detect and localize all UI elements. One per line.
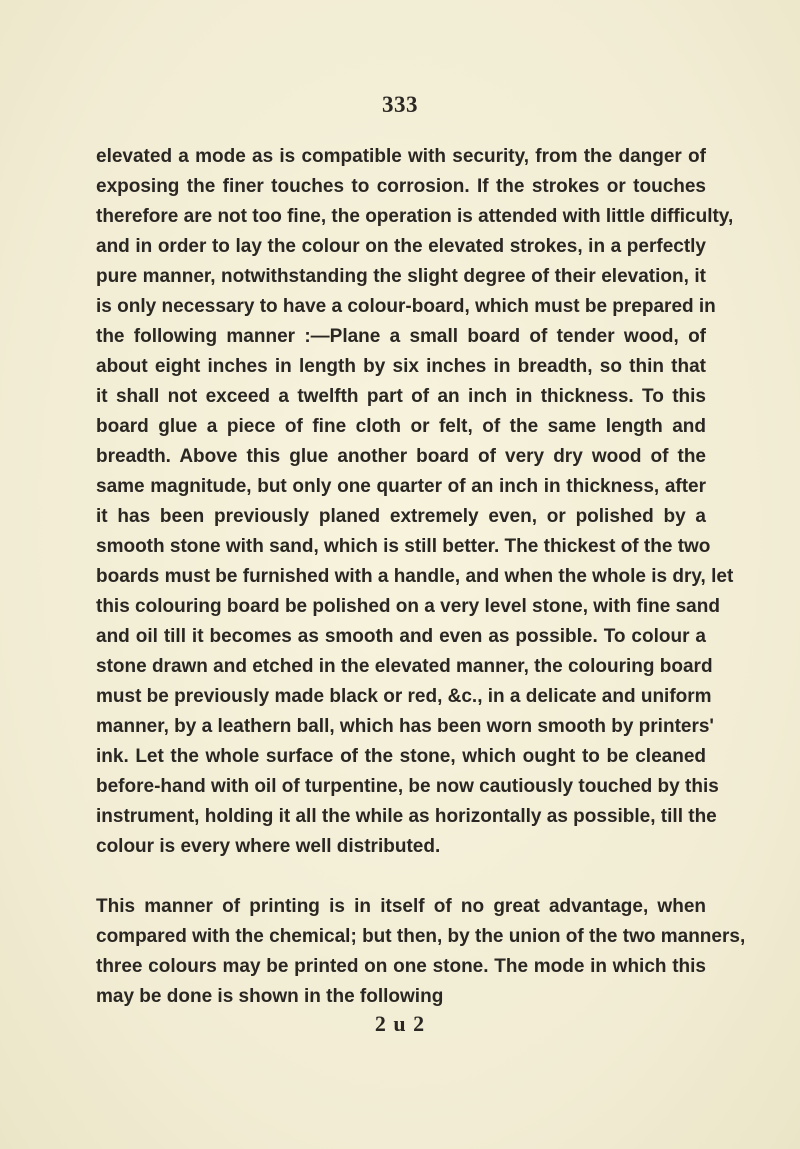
page-number: 333 — [382, 92, 418, 117]
text-line: colour is every where well distributed. — [96, 836, 441, 857]
body-text — [96, 142, 746, 1012]
text-line: and in order to lay the colour on the elevated strokes, in a perfectly — [96, 236, 706, 257]
text-line: must be previously made black or red, &c., in a delicate and uniform — [96, 686, 712, 707]
text-line: smooth stone with sand, which is still better. The thickest of the two — [96, 536, 711, 557]
text-line: manner, by a leathern ball, which has been worn smooth by printers' — [96, 716, 714, 737]
signature-mark: 2 u 2 — [374, 1011, 426, 1036]
text-line: compared with the chemical; but then, by the union of the two manners, — [96, 926, 746, 947]
text-line: instrument, holding it all the while as horizontally as possible, till the — [96, 806, 717, 827]
text-line: elevated a mode as is compatible with security, from the danger of — [96, 146, 706, 167]
text-line: it has been previously planed extremely even, or polished by a — [96, 506, 706, 527]
text-line: is only necessary to have a colour-board, which must be prepared in — [96, 296, 716, 317]
paragraph-gap — [96, 862, 706, 892]
text-line: stone drawn and etched in the elevated manner, the colouring board — [96, 656, 713, 677]
text-line: pure manner, notwithstanding the slight degree of their elevation, it — [96, 266, 706, 287]
text-line: about eight inches in length by six inches in breadth, so thin that — [96, 356, 706, 377]
text-line: This manner of printing is in itself of no great advantage, when — [96, 896, 706, 917]
text-line: board glue a piece of fine cloth or felt, of the same length and — [96, 416, 706, 437]
text-line: breadth. Above this glue another board of very dry wood of the — [96, 446, 706, 467]
text-line: ink. Let the whole surface of the stone, which ought to be cleaned — [96, 746, 706, 767]
text-line: boards must be furnished with a handle, and when the whole is dry, let — [96, 566, 734, 587]
text-line: may be done is shown in the following — [96, 986, 444, 1007]
paragraph-1 — [96, 142, 734, 862]
text-line: this colouring board be polished on a very level stone, with fine sand — [96, 596, 720, 617]
text-line: it shall not exceed a twelfth part of an inch in thickness. To this — [96, 386, 706, 407]
text-line: same magnitude, but only one quarter of an inch in thickness, after — [96, 476, 706, 497]
paragraph-2 — [96, 892, 746, 1012]
text-line: therefore are not too fine, the operation is attended with little difficulty, — [96, 206, 734, 227]
text-line: before-hand with oil of turpentine, be now cautiously touched by this — [96, 776, 719, 797]
text-line: exposing the finer touches to corrosion. If the strokes or touches — [96, 176, 706, 197]
text-line: and oil till it becomes as smooth and even as possible. To colour a — [96, 626, 706, 647]
text-line: the following manner :—Plane a small board of tender wood, of — [96, 326, 706, 347]
text-line: three colours may be printed on one stone. The mode in which this — [96, 956, 706, 977]
